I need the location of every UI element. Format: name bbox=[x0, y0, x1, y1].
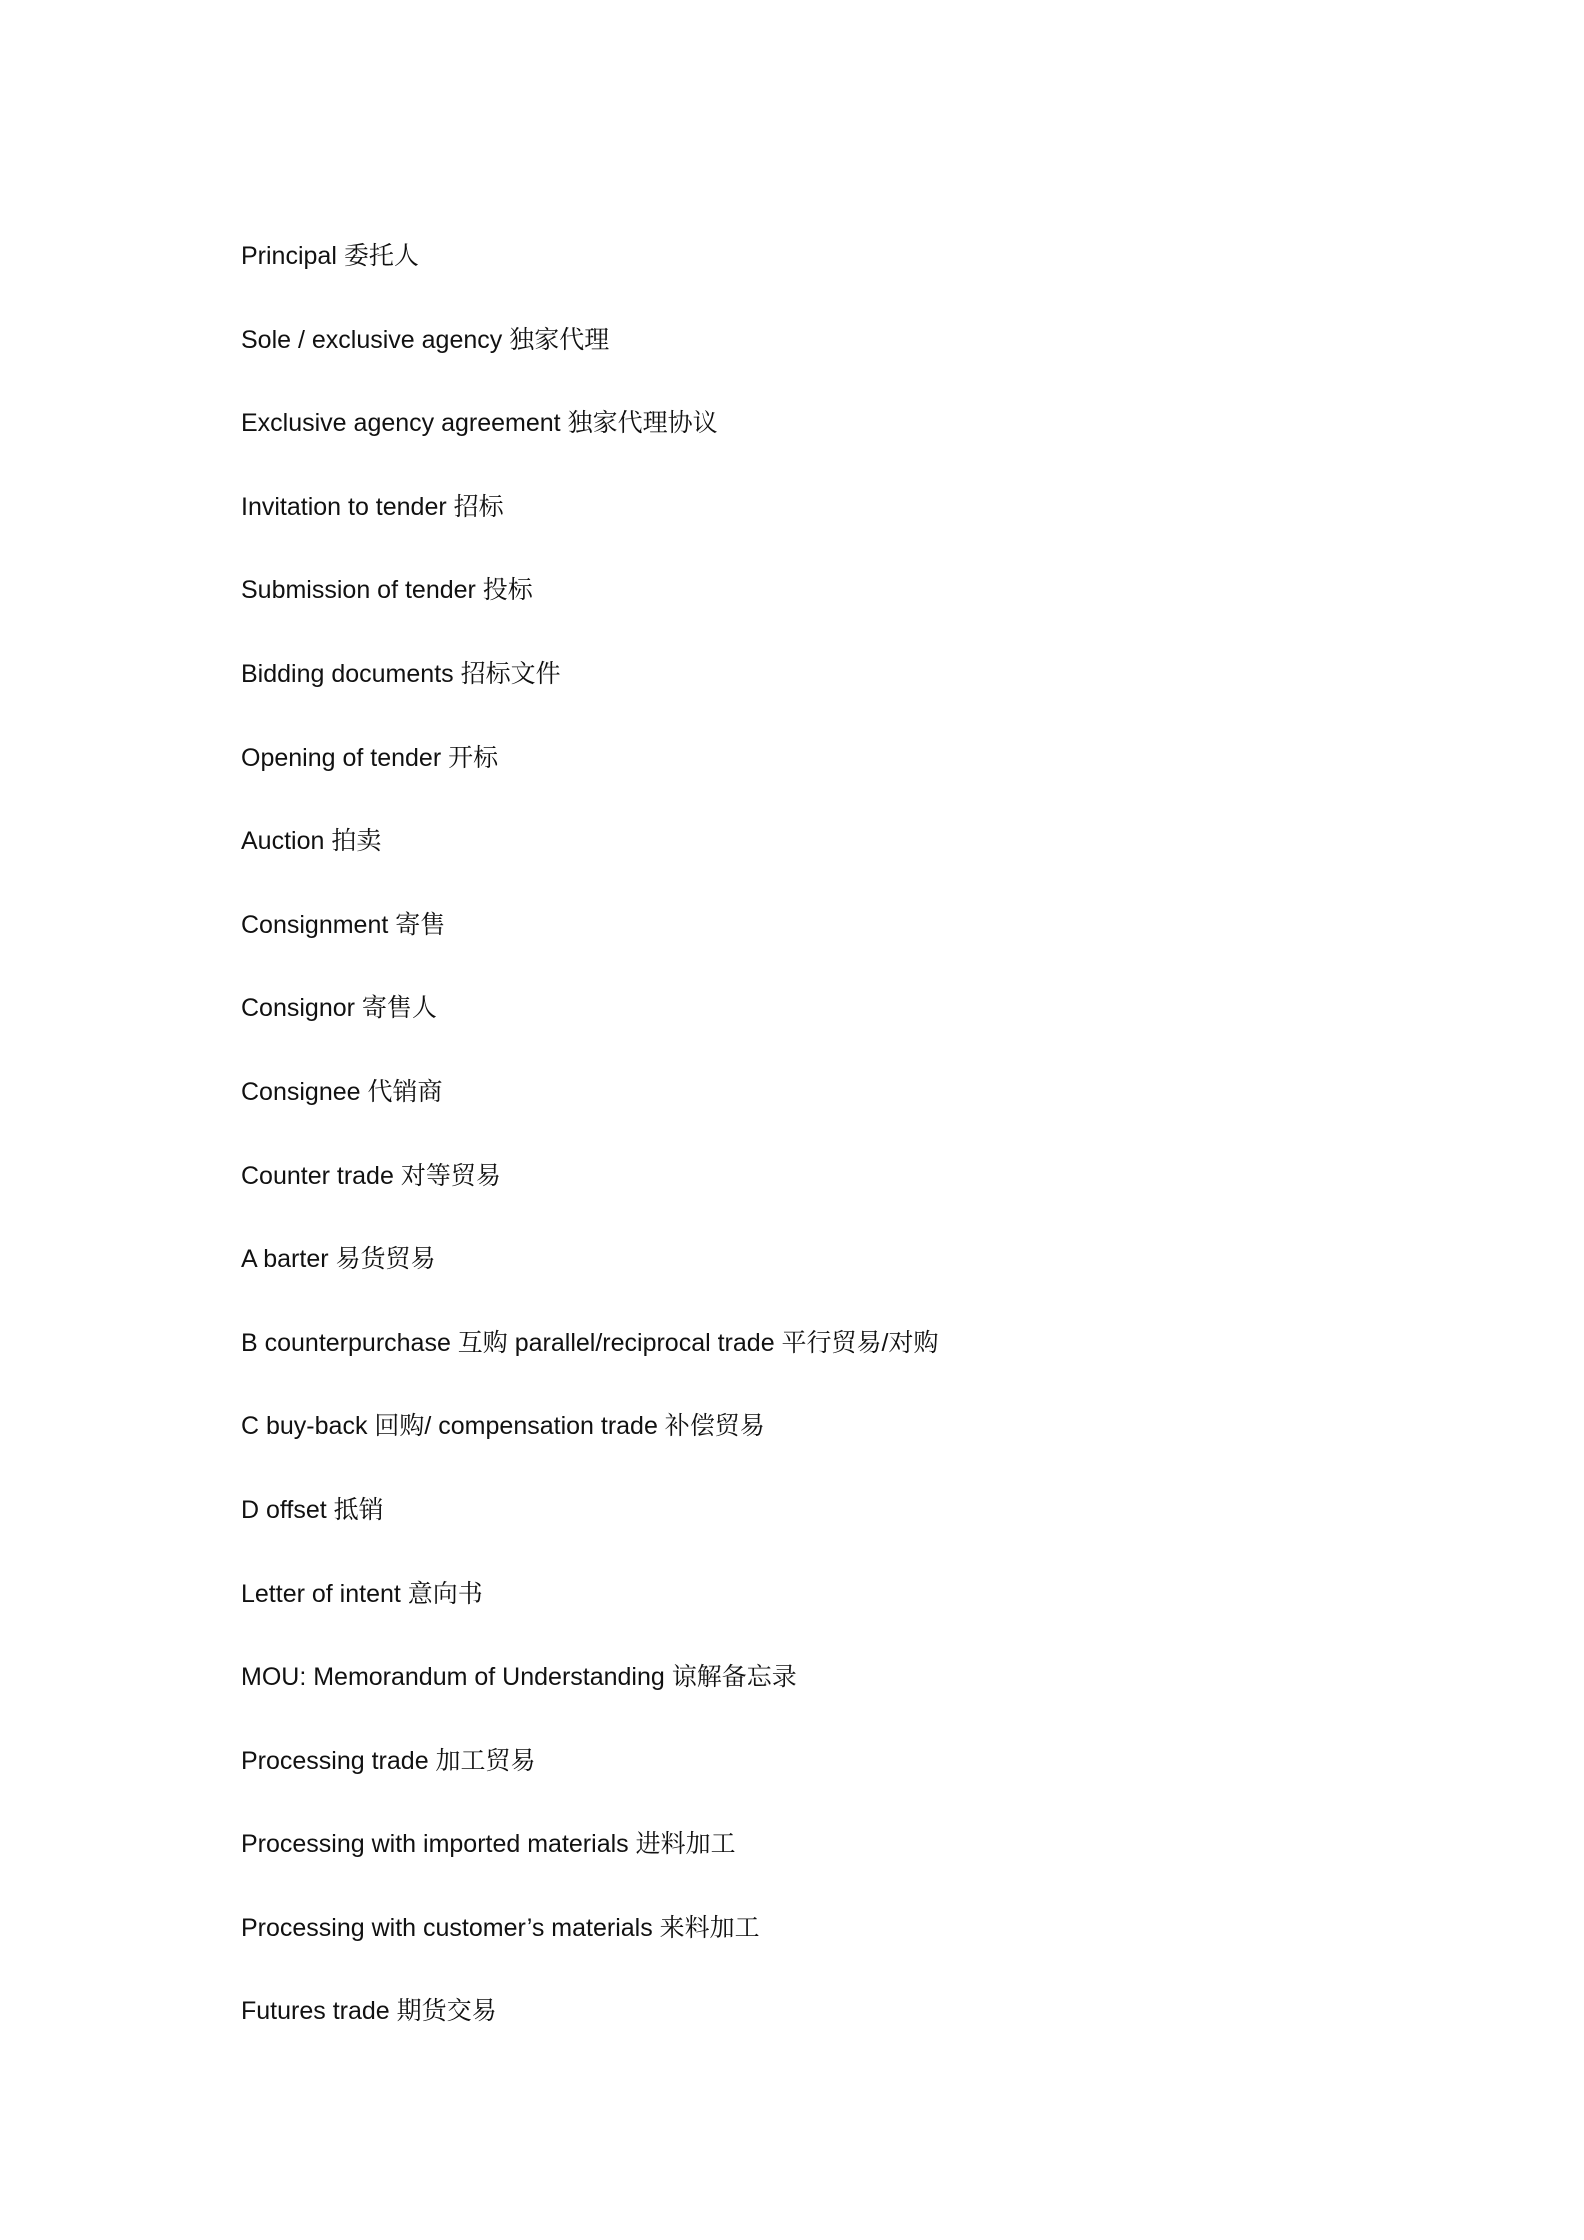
glossary-entry: B counterpurchase 互购 parallel/reciprocal trade 平行贸易/对购 bbox=[241, 1328, 939, 1357]
glossary-entry: Consignment 寄售 bbox=[241, 910, 446, 939]
glossary-entry: C buy-back 回购/ compensation trade 补偿贸易 bbox=[241, 1412, 765, 1441]
glossary-entry: Processing trade 加工贸易 bbox=[241, 1746, 536, 1775]
glossary-entry: Principal 委托人 bbox=[241, 242, 419, 270]
glossary-entry: Sole / exclusive agency 独家代理 bbox=[241, 325, 610, 354]
glossary-entry: A barter 易货贸易 bbox=[241, 1245, 436, 1274]
glossary-list bbox=[241, 230, 939, 2069]
glossary-entry: Bidding documents 招标文件 bbox=[241, 659, 561, 688]
glossary-entry: Consignee 代销商 bbox=[241, 1077, 443, 1106]
glossary-entry: Futures trade 期货交易 bbox=[241, 1997, 497, 2026]
glossary-entry: Processing with imported materials 进料加工 bbox=[241, 1830, 736, 1859]
glossary-entry: Consignor 寄售人 bbox=[241, 994, 437, 1023]
glossary-entry: Opening of tender 开标 bbox=[241, 743, 499, 772]
glossary-entry: Letter of intent 意向书 bbox=[241, 1579, 483, 1608]
glossary-entry: D offset 抵销 bbox=[241, 1495, 384, 1524]
glossary-entry: Submission of tender 投标 bbox=[241, 576, 533, 605]
glossary-entry: Auction 拍卖 bbox=[241, 827, 382, 856]
glossary-entry: Counter trade 对等贸易 bbox=[241, 1161, 501, 1190]
glossary-entry: Invitation to tender 招标 bbox=[241, 492, 504, 521]
glossary-entry: Processing with customer’s materials 来料加工 bbox=[241, 1913, 760, 1942]
glossary-entry: Exclusive agency agreement 独家代理协议 bbox=[241, 409, 718, 438]
glossary-entry: MOU: Memorandum of Understanding 谅解备忘录 bbox=[241, 1663, 797, 1692]
